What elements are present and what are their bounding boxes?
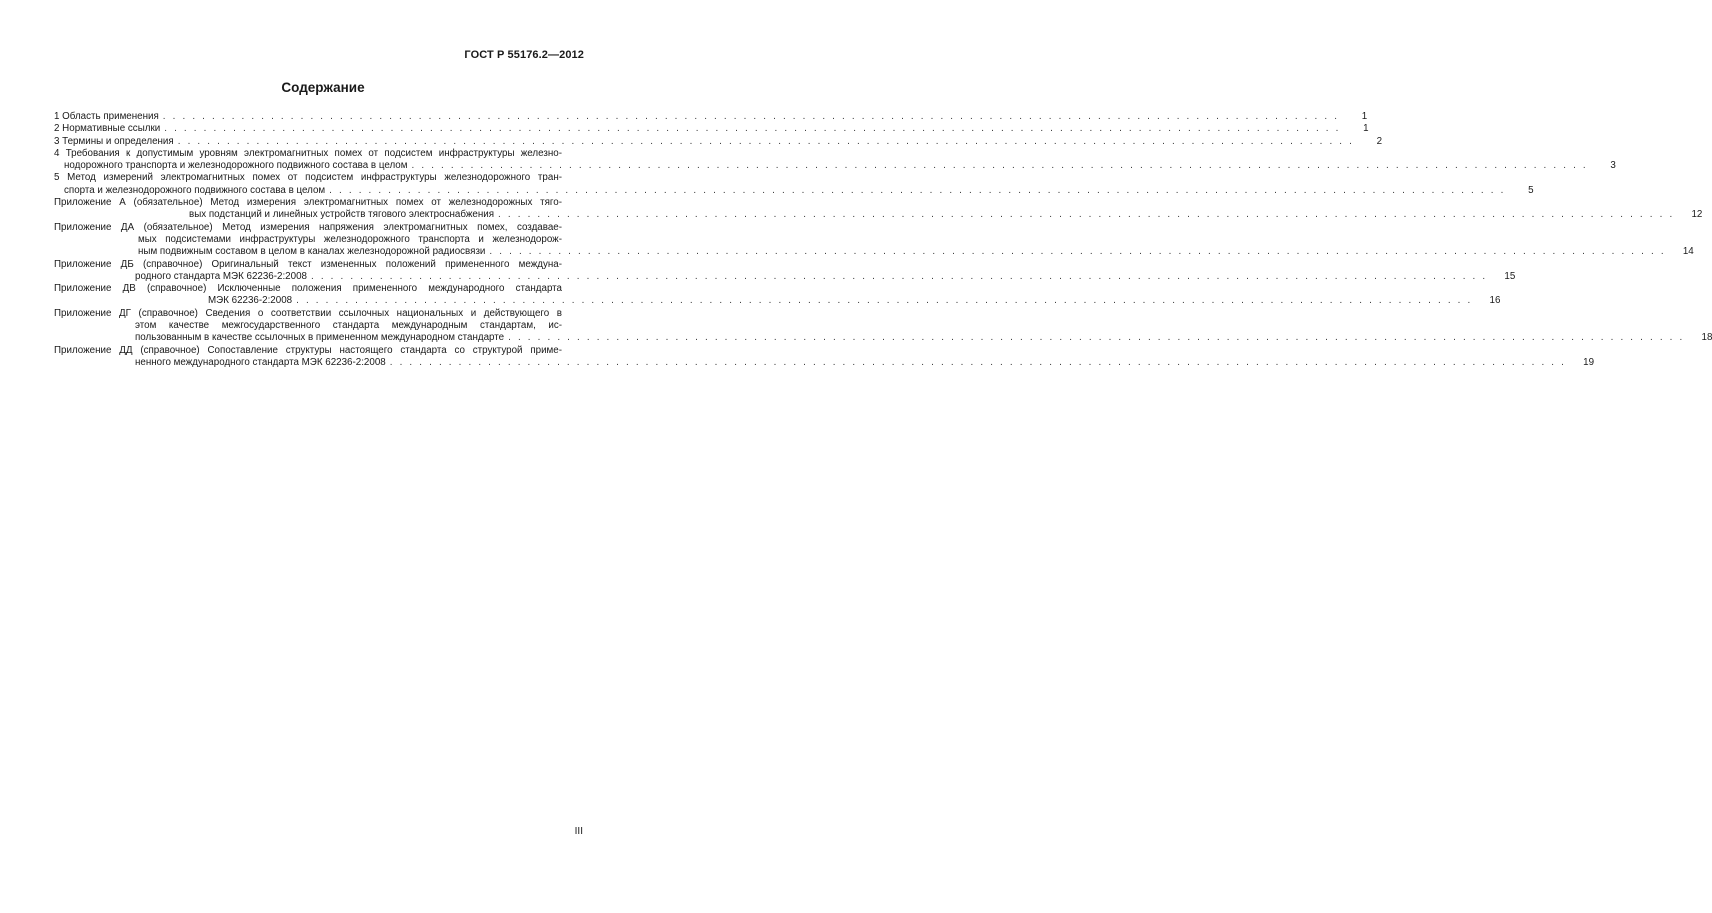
toc-entry[interactable] — [54, 111, 1368, 123]
toc-entry[interactable] — [54, 147, 1616, 173]
toc-entry[interactable] — [54, 197, 1703, 222]
dot-leader: . . . . . . . . . . . . . . . . . . . . . . . . . . . . . . . . . . . . . . . . . . . . . . . . . . . . . . . . . . . . . . . . . . . . . . . . . . . . . . . . . . . . . . . . . . . . . . . . . . . . . . . . . . . . . . . . . . . . . . . . — [411, 160, 1588, 172]
toc-entry[interactable] — [54, 344, 1595, 370]
toc-page-number: 15 — [1504, 270, 1516, 282]
dot-leader: . . . . . . . . . . . . . . . . . . . . . . . . . . . . . . . . . . . . . . . . . . . . . . . . . . . . . . . . . . . . . . . . . . . . . . . . . . . . . . . . . . . . . . . . . . . . . . . . . . . . . . . . . . . . . . . . . . . . . . . . — [164, 123, 1341, 135]
toc-page-number: 16 — [1489, 295, 1501, 307]
toc-entry-text: пользованным в качестве ссылочных в примененном международном стандарте — [135, 332, 505, 344]
dot-leader: . . . . . . . . . . . . . . . . . . . . . . . . . . . . . . . . . . . . . . . . . . . . . . . . . . . . . . . . . . . . . . . . . . . . . . . . . . . . . . . . . . . . . . . . . . . . . . . . . . . . . . . . . . . . . . . . . . . . . . . . — [162, 111, 1340, 122]
toc-entry-text: Приложение ДД (справочное) Сопоставление структуры настоящего стандарта со структурой приме- — [54, 344, 562, 356]
toc-entry-text: мых подсистемами инфраструктуры железнодорожного транспорта и железнодорож- — [138, 233, 562, 245]
dot-leader: . . . . . . . . . . . . . . . . . . . . . . . . . . . . . . . . . . . . . . . . . . . . . . . . . . . . . . . . . . . . . . . . . . . . . . . . . . . . . . . . . . . . . . . . . . . . . . . . . . . . . . . . . . . . . . . . . . . . . . . . — [177, 135, 1355, 147]
dot-leader: . . . . . . . . . . . . . . . . . . . . . . . . . . . . . . . . . . . . . . . . . . . . . . . . . . . . . . . . . . . . . . . . . . . . . . . . . . . . . . . . . . . . . . . . . . . . . . . . . . . . . . . . . . . . . . . . . . . . . . . . — [498, 209, 1675, 221]
toc-entry-text: этом качестве межгосударственного стандарта международным стандартам, ис- — [135, 320, 562, 332]
toc-entry[interactable] — [54, 221, 1694, 259]
toc-entry-text: Приложение ДА (обязательное) Метод измерения напряжения электромагнитных помех, создавае- — [54, 221, 562, 233]
toc-page-number: 14 — [1682, 246, 1694, 258]
toc-entry-text: Приложение ДГ (справочное) Сведения о соответствии ссылочных национальных и действующего в — [54, 307, 562, 319]
dot-leader: . . . . . . . . . . . . . . . . . . . . . . . . . . . . . . . . . . . . . . . . . . . . . . . . . . . . . . . . . . . . . . . . . . . . . . . . . . . . . . . . . . . . . . . . . . . . . . . . . . . . . . . . . . . . . . . . . . . . . . . . — [508, 332, 1685, 344]
dot-leader: . . . . . . . . . . . . . . . . . . . . . . . . . . . . . . . . . . . . . . . . . . . . . . . . . . . . . . . . . . . . . . . . . . . . . . . . . . . . . . . . . . . . . . . . . . . . . . . . . . . . . . . . . . . . . . . . . . . . . . . . — [310, 270, 1488, 282]
toc-entry[interactable] — [54, 307, 1712, 345]
dot-leader: . . . . . . . . . . . . . . . . . . . . . . . . . . . . . . . . . . . . . . . . . . . . . . . . . . . . . . . . . . . . . . . . . . . . . . . . . . . . . . . . . . . . . . . . . . . . . . . . . . . . . . . . . . . . . . . . . . . . . . . . — [489, 246, 1666, 258]
toc-entry[interactable] — [54, 172, 1534, 197]
toc-entry[interactable] — [54, 123, 1369, 135]
toc-page-number: 1 — [1363, 123, 1369, 135]
toc-entry-text: 4 Требования к допустимым уровням электромагнитных помех от подсистем инфраструктуры железно- — [54, 147, 562, 159]
toc-entry-text: Приложение ДБ (справочное) Оригинальный текст измененных положений примененного междуна- — [54, 258, 562, 270]
toc-title: Содержание — [281, 80, 365, 95]
toc-entry[interactable] — [54, 283, 1501, 308]
toc-page-number: 5 — [1528, 184, 1534, 196]
toc-entry-text: Приложение А (обязательное) Метод измерения электромагнитных помех от железнодорожных тяго- — [54, 197, 562, 209]
toc-page-number: 1 — [1361, 111, 1368, 122]
toc-entry-text: 2 Нормативные ссылки — [54, 123, 161, 135]
toc-entry-text: родного стандарта МЭК 62236-2:2008 — [135, 270, 307, 282]
toc-entry[interactable] — [54, 135, 1383, 148]
toc-entry-text: нодорожного транспорта и железнодорожного подвижного состава в целом — [64, 160, 408, 172]
document-code: ГОСТ Р 55176.2—2012 — [464, 49, 584, 61]
toc-entry-text: ным подвижным составом в целом в каналах железнодорожной радиосвязи — [138, 246, 486, 258]
dot-leader: . . . . . . . . . . . . . . . . . . . . . . . . . . . . . . . . . . . . . . . . . . . . . . . . . . . . . . . . . . . . . . . . . . . . . . . . . . . . . . . . . . . . . . . . . . . . . . . . . . . . . . . . . . . . . . . . . . . . . . . . — [296, 295, 1473, 307]
dot-leader: . . . . . . . . . . . . . . . . . . . . . . . . . . . . . . . . . . . . . . . . . . . . . . . . . . . . . . . . . . . . . . . . . . . . . . . . . . . . . . . . . . . . . . . . . . . . . . . . . . . . . . . . . . . . . . . . . . . . . . . . — [389, 356, 1567, 368]
toc-page-number: 2 — [1376, 135, 1383, 147]
toc-entry-text: спорта и железнодорожного подвижного состава в целом — [64, 184, 326, 196]
table-of-contents — [54, 111, 1712, 369]
toc-entry-text: 5 Метод измерений электромагнитных помех от подсистем инфраструктуры железнодорожного тран- — [54, 172, 562, 184]
toc-entry-text: 3 Термины и определения — [54, 135, 174, 147]
toc-page-number: 18 — [1701, 332, 1712, 344]
dot-leader: . . . . . . . . . . . . . . . . . . . . . . . . . . . . . . . . . . . . . . . . . . . . . . . . . . . . . . . . . . . . . . . . . . . . . . . . . . . . . . . . . . . . . . . . . . . . . . . . . . . . . . . . . . . . . . . . . . . . . . . . — [329, 184, 1506, 196]
toc-entry-text: МЭК 62236-2:2008 — [208, 295, 293, 307]
toc-entry-text: ненного международного стандарта МЭК 62236-2:2008 — [135, 356, 386, 368]
toc-entry[interactable] — [54, 258, 1516, 284]
page-number: III — [574, 826, 583, 837]
toc-page-number: 19 — [1583, 356, 1595, 368]
toc-page-number: 12 — [1691, 209, 1703, 221]
toc-entry-text: 1 Область применения — [54, 111, 159, 122]
toc-page-number: 3 — [1610, 160, 1616, 172]
toc-entry-text: Приложение ДВ (справочное) Исключенные положения примененного международного стандарта — [54, 283, 562, 295]
toc-entry-text: вых подстанций и линейных устройств тягового электроснабжения — [189, 209, 495, 221]
